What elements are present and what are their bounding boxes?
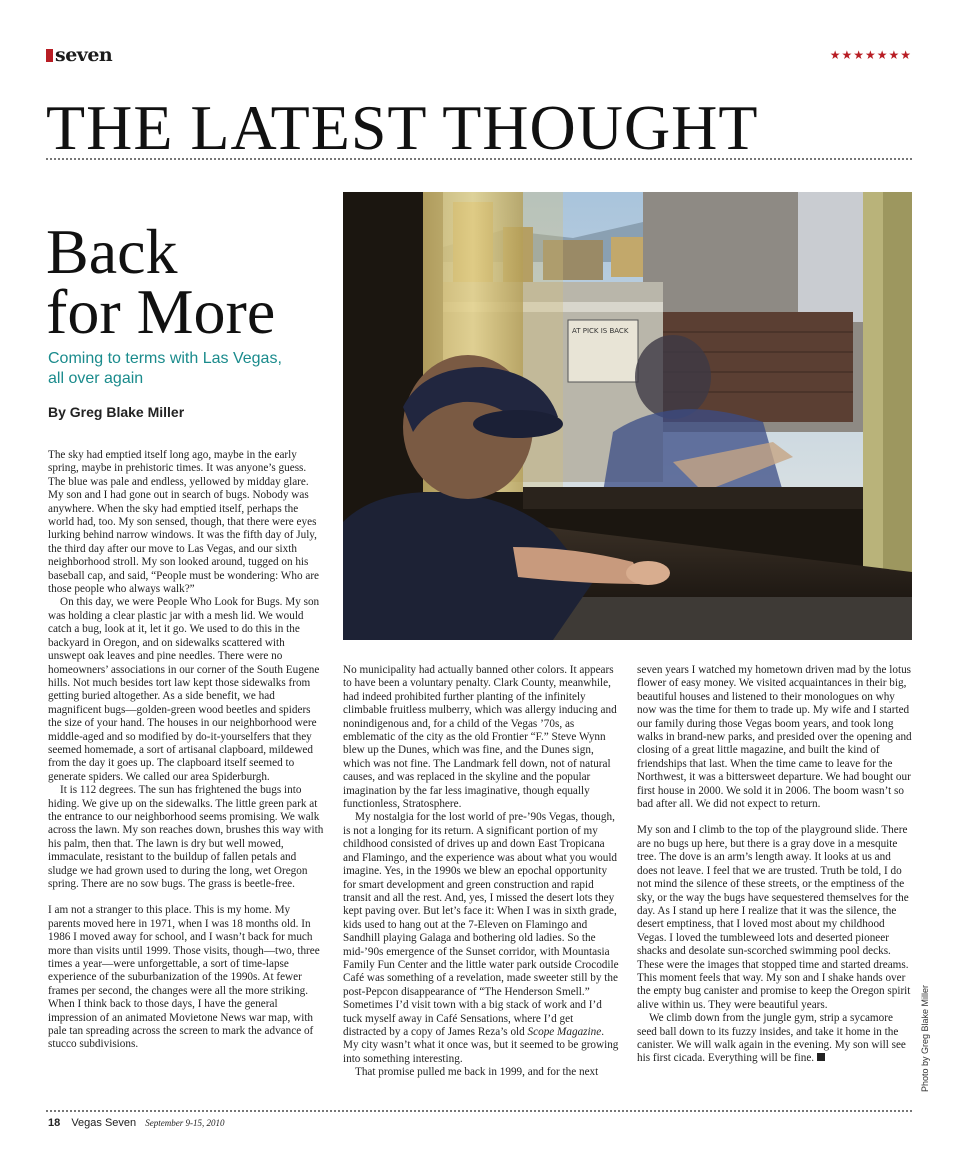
body-paragraph [343, 811, 619, 1066]
body-paragraph: On this day, we were People Who Look for Bugs. My son was holding a clear plastic jar with a mesh lid. We would catch a bug, look at it, let it go. We used to do this in the backyard in Oregon, and on sidewalks scattered with unswept oak leaves and pine needles. There were no homeowners’ associations in our corner of the South Eugene hills. Not much besides tort law kept those sidewalks from getting buried altogether. As a side benefit, we had magnificent bugs—golden-green wood beetles and spiders the size of your hand. The houses in our neighborhood were middle-aged and so modified by do-it-yourselfers that they seemed homemade, a sort of artisanal clapboard, mildewed from the day it goes up. The clapboard itself seemed to generate spiders. We called our area Spiderburgh. [48, 596, 320, 783]
issue-date: September 9-15, 2010 [145, 1118, 225, 1128]
headline-line-1: Back [46, 216, 178, 287]
body-text: My nostalgia for the lost world of pre-’90s Vegas, though, is not a longing for its return. A significant portion of my childhood consisted of drives up and down East Tropicana and Flamingo, and the experience was about what you would imagine. Yes, in the 1990s we blew an epochal opportunity for smart development and green construction and rapid transit and all the rest. And, yes, I missed the desert lots they kept paving over. But let’s face it: When I was in sixth grade, kids used to hang out at the 7-Eleven on Flamingo and Sandhill playing Galaga and bothering old ladies. So the mid-’90s emergence of the Sunset corridor, with Mountasia Family Fun Center and the little water park outside Crocodile Café was something of a revelation, made sweeter still by the post-Pepcon disappearance of “The Henderson Smell.” Sometimes I’d visit town with a big stack of work and I’d tuck myself away in Café Sensations, where I’d get distracted by a copy of James Reza’s old [343, 811, 619, 1038]
logo-text: seven [55, 44, 113, 66]
article-dek [48, 349, 338, 389]
body-text: . My city wasn’t what it once was, but it seemed to be growing into something interesting. [343, 1025, 619, 1065]
body-paragraph: I am not a stranger to this place. This is my home. My parents moved here in 1971, when I was 18 months old. In 1986 I moved away for school, and I wasn’t back for much more than visits until 1999. Those visits, though—two, three times a year—were unforgettable, a sort of time-lapse experience of the suburbanization of the 1990s. At fewer frames per second, the changes were all the more striking. When I think back to those days, I have the general impression of an animated Movietone News war map, with pale tan spreading across the screen to mark the advance of stucco subdivisions. [48, 904, 320, 1051]
body-paragraph: The sky had emptied itself long ago, maybe in the early spring, maybe in prehistoric times. It was anyone’s guess. The blue was pale and endless, yellowed by midday glare. My son and I had gone out in search of bugs. Nobody was anywhere. When the sky had emptied itself, perhaps the world had, too. My son sensed, though, that there were eyes lurking behind narrow windows. It was the fifth day of July, the third day after our move to Las Vegas, and our sixth neighborhood stroll. My son looked around, tugged on his baseball cap, and said, “People must be wondering: Who are those people who always walk?” [48, 449, 320, 596]
body-text: We climb down from the jungle gym, strip a sycamore seed ball down to its fuzzy insides, and take it home in the canister. We will walk again in the evening. My son will see his first cicada. Everything will be fine. [637, 1012, 906, 1065]
magazine-name: Vegas Seven [71, 1117, 137, 1129]
article-headline [46, 216, 276, 347]
byline: By Greg Blake Miller [48, 404, 185, 420]
body-column-1 [48, 449, 324, 1052]
header-divider [46, 158, 912, 160]
photo-credit: Photo by Greg Blake Miller [920, 984, 930, 1092]
publication-title: Scope Magazine [527, 1025, 602, 1038]
body-paragraph: My son and I climb to the top of the playground slide. There are no bugs up here, but there is a gray dove in a mesquite tree. The dove is an arm’s length away. It looks at us and does not leave. I feel that we are trusted. Truth be told, I do not mind the silence of these streets, or the emptiness of the sky, or the way the bugs have sequestered themselves for the day. As I stand up here I realize that it was the silence, the desert emptiness, that I loved most about my childhood Vegas. I loved the tumbleweed lots and deserted pioneer shacks and desolate sun-scorched swimming pool decks. These were the images that stopped time and started dreams. This moment feels that way. My son and I shake hands over the empty bug canister and promise to keep the Oregon spirit alive within us. They were beautiful years. [637, 824, 911, 1011]
rating-stars: ★★★★★★★ [829, 48, 912, 62]
page-footer [48, 1117, 224, 1129]
footer-divider [46, 1110, 912, 1112]
body-paragraph: No municipality had actually banned other colors. It appears to have been a voluntary penalty. Clark County, meanwhile, had indeed prohibited further planting of the infinitely climbable fruitless mulberry, which was allergy inducing and nonindigenous and, for a child of the Vegas ’70s, as emblematic of the city as the old Frontier “F.” Steve Wynn blew up the Dunes, which was fine, and the Dunes sign, which was not fine. The Landmark fell down, not of natural causes, and was replaced in the skyline and the popular imagination by the far less imaginative, though equally functionless, Stratosphere. [343, 664, 617, 811]
body-column-3 [637, 664, 913, 1066]
body-paragraph: It is 112 degrees. The sun has frightened the bugs into hiding. We give up on the sidewalks. The little green park at the entrance to our neighborhood seems promising. We walk across the lawn. My son reaches down, brushes this way with his palm, then that. The lawn is dry but well mowed, immaculate, resistant to the buildup of fallen petals and sludge we had grown used to during the long, wet Oregon spring. There are no sow bugs. The grass is beetle-free. [48, 784, 324, 890]
dek-line-1: Coming to terms with Las Vegas, [48, 350, 282, 367]
page-number: 18 [48, 1117, 61, 1129]
photo-sign-text: AT PICK IS BACK [572, 327, 629, 335]
body-column-2 [343, 664, 619, 1080]
body-paragraph: That promise pulled me back in 1999, and for the next [355, 1066, 599, 1079]
masthead-logo [46, 44, 112, 66]
body-paragraph: seven years I watched my hometown driven mad by the lotus flower of easy money. We visited acquaintances in their big, beautiful houses and listened to their monologues on why now was the time for them to trade up. My wife and I started our family during those Vegas boom years, and took long walks in brand-new parks, and presided over the opening and closing of a great little magazine, and built the kind of friendships that last. When the time came to leave for the Northwest, it was a bittersweet departure. We had bought our first house in 2000. We sold it in 2006. The boom wasn’t so bad after all. We did not expect to return. [637, 664, 912, 811]
dek-line-2: all over again [48, 370, 144, 387]
article-photo [343, 192, 912, 640]
body-paragraph [637, 1012, 913, 1066]
section-title: THE LATEST THOUGHT [46, 92, 759, 163]
photo-illustration [343, 192, 912, 640]
logo-red-bar [46, 49, 53, 62]
headline-line-2: for More [46, 276, 276, 347]
end-mark-icon [817, 1053, 825, 1061]
